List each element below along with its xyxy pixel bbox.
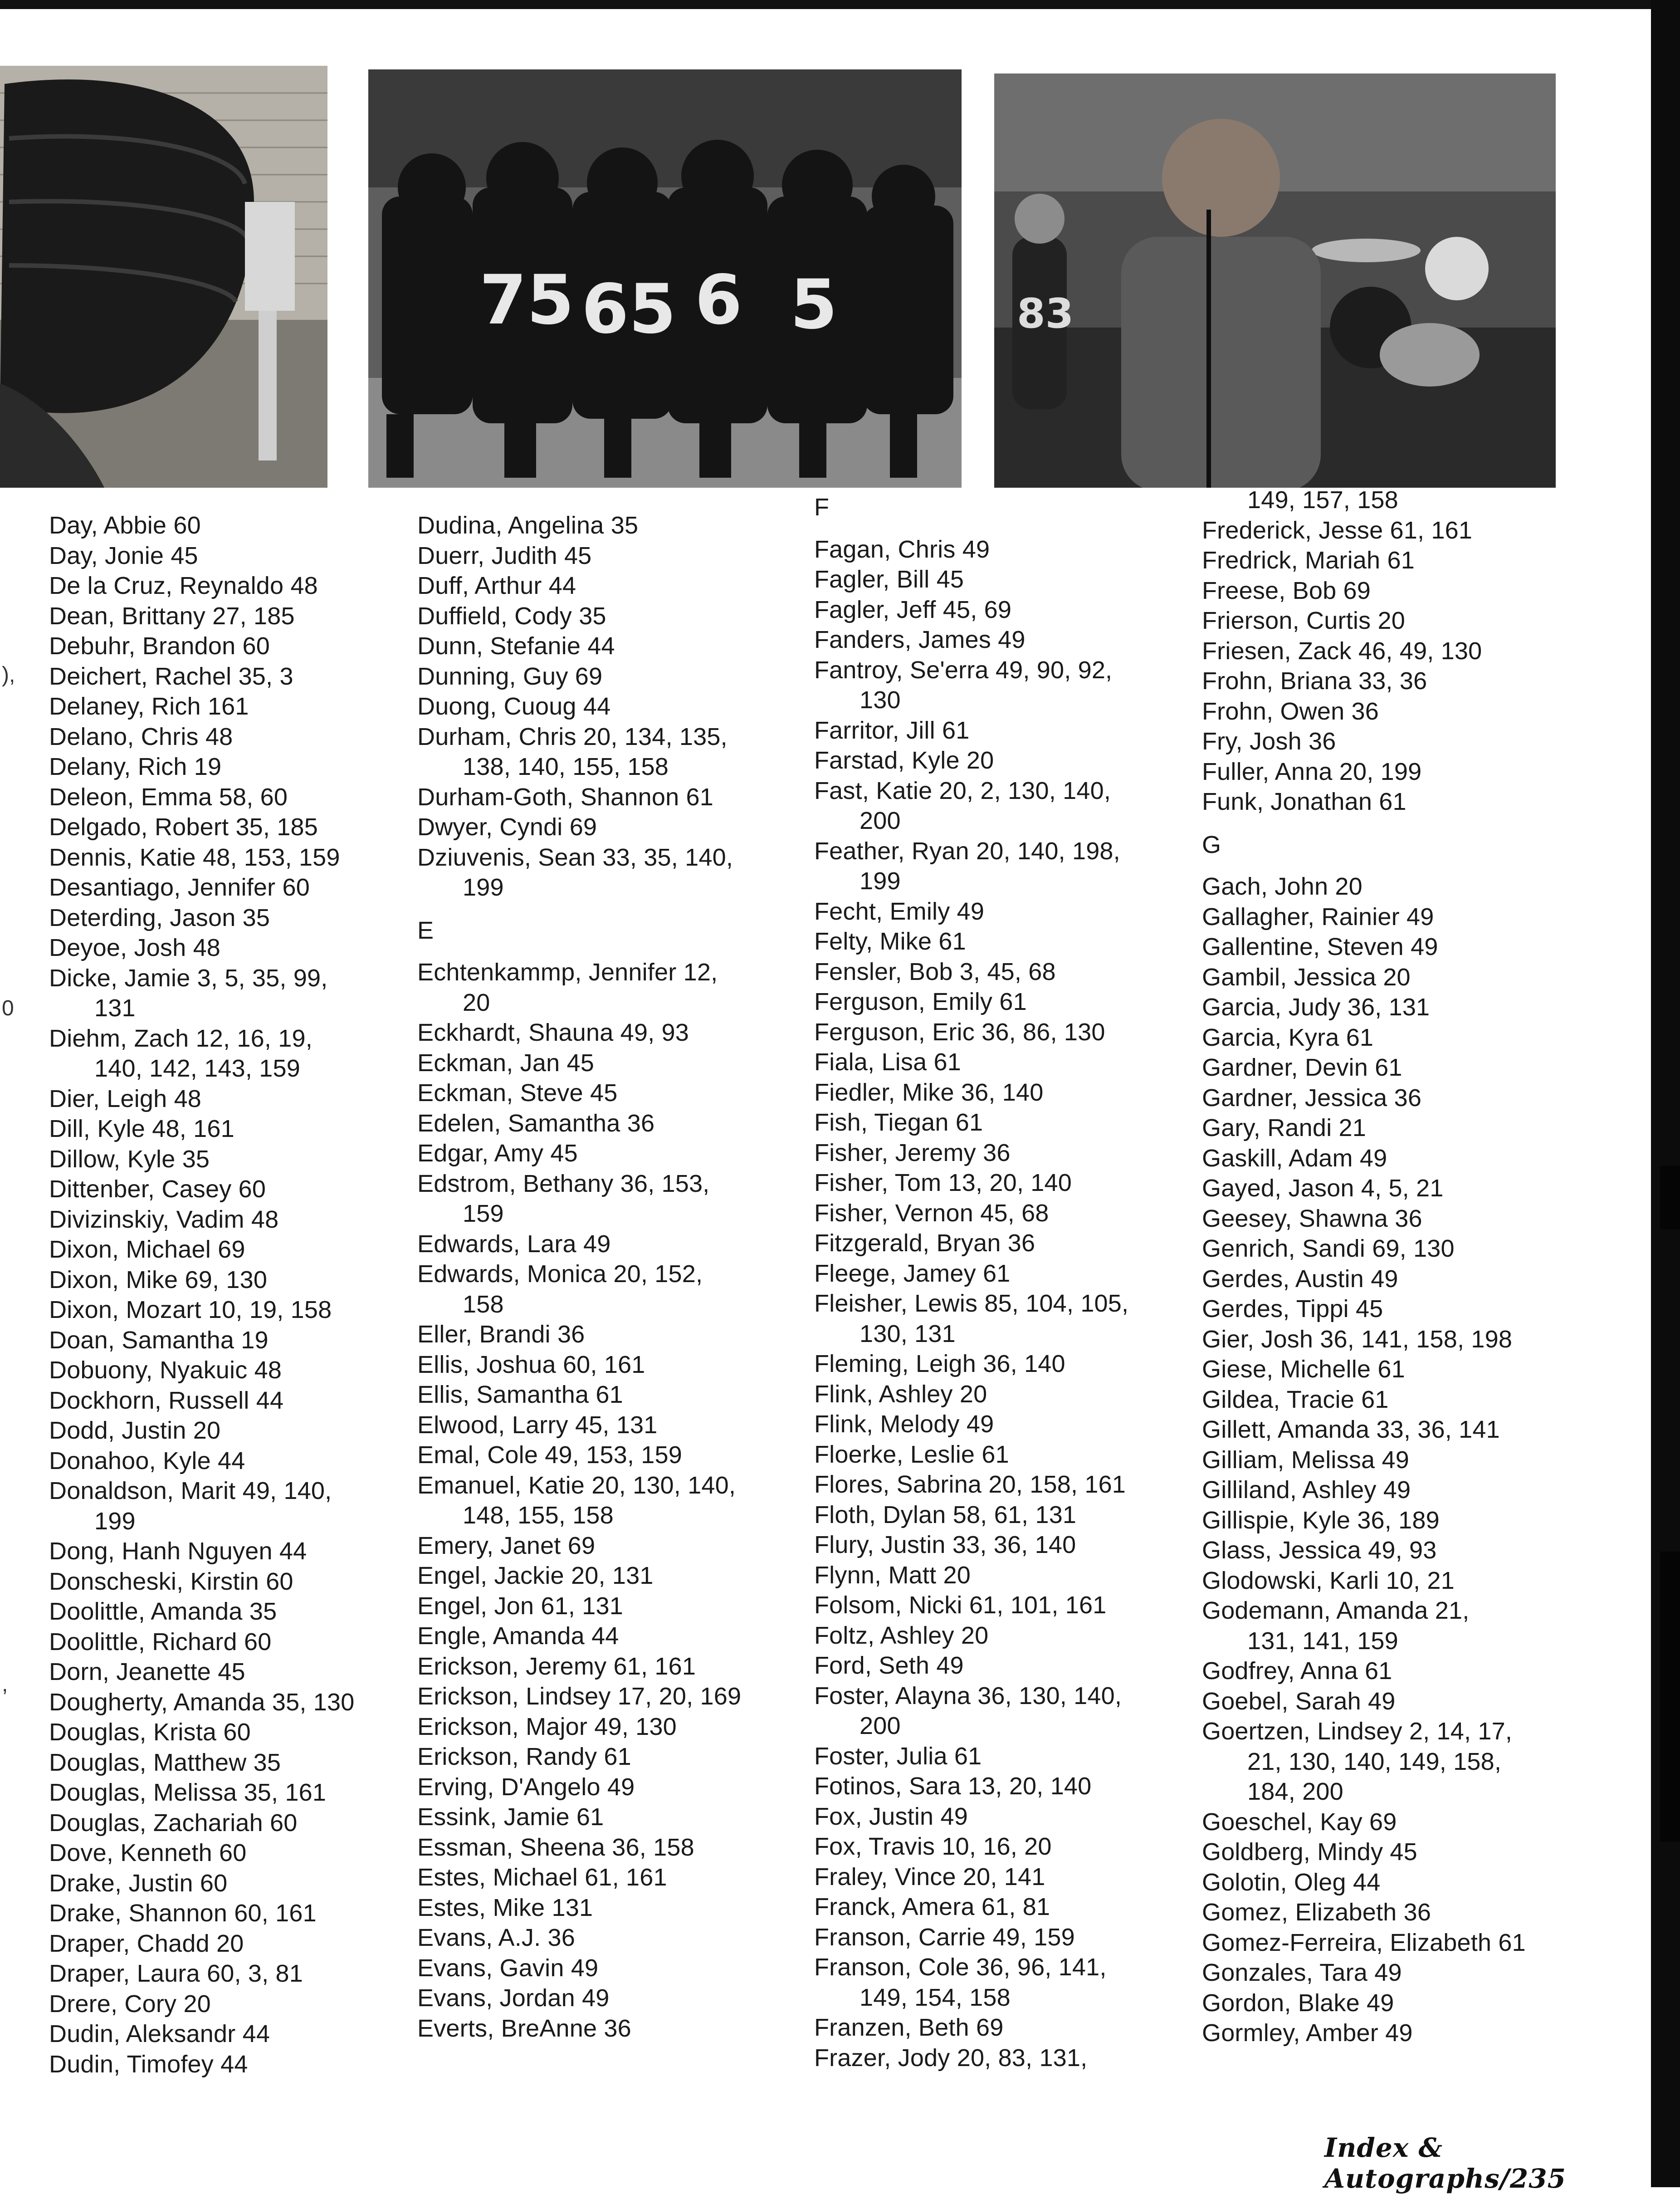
index-entry: Doolittle, Amanda 35 bbox=[49, 1598, 277, 1625]
index-entry: Echtenkammp, Jennifer 12, bbox=[417, 959, 718, 986]
index-entry: Erickson, Lindsey 17, 20, 169 bbox=[417, 1683, 742, 1710]
index-entry: Eckman, Jan 45 bbox=[417, 1049, 595, 1077]
index-entry: Fredrick, Mariah 61 bbox=[1202, 547, 1415, 574]
index-entry: Ferguson, Eric 36, 86, 130 bbox=[814, 1018, 1105, 1046]
index-column-2 bbox=[417, 510, 789, 2043]
index-entry: Gomez-Ferreira, Elizabeth 61 bbox=[1202, 1929, 1526, 1956]
index-entry: Emanuel, Katie 20, 130, 140, bbox=[417, 1471, 736, 1499]
index-entry: Delgado, Robert 35, 185 bbox=[49, 813, 318, 841]
index-entry: Dorn, Jeanette 45 bbox=[49, 1658, 245, 1685]
index-entry: Doan, Samantha 19 bbox=[49, 1326, 269, 1354]
index-entry-continuation: 130 bbox=[860, 686, 901, 714]
index-entry: Dicke, Jamie 3, 5, 35, 99, bbox=[49, 964, 328, 992]
index-entry-continuation: 200 bbox=[860, 807, 901, 834]
index-entry: Goldberg, Mindy 45 bbox=[1202, 1838, 1417, 1866]
index-entry: Dong, Hanh Nguyen 44 bbox=[49, 1538, 307, 1565]
index-entry: Giese, Michelle 61 bbox=[1202, 1356, 1405, 1383]
index-entry: Gillispie, Kyle 36, 189 bbox=[1202, 1506, 1440, 1534]
index-entry: Doolittle, Richard 60 bbox=[49, 1628, 272, 1655]
index-entry: Dunning, Guy 69 bbox=[417, 662, 603, 690]
index-entry: Erickson, Major 49, 130 bbox=[417, 1713, 677, 1740]
index-entry: Dixon, Michael 69 bbox=[49, 1236, 245, 1263]
index-entry: Dudin, Aleksandr 44 bbox=[49, 2020, 270, 2047]
index-entry-continuation: 131, 141, 159 bbox=[1247, 1627, 1398, 1655]
index-entry: Flink, Ashley 20 bbox=[814, 1380, 987, 1408]
index-entry: Gary, Randi 21 bbox=[1202, 1114, 1366, 1141]
index-entry: Douglas, Melissa 35, 161 bbox=[49, 1779, 327, 1806]
index-entry-continuation: 199 bbox=[860, 867, 901, 895]
index-entry: Godemann, Amanda 21, bbox=[1202, 1597, 1470, 1624]
index-entry: Estes, Michael 61, 161 bbox=[417, 1864, 667, 1891]
index-entry: Dillow, Kyle 35 bbox=[49, 1145, 210, 1173]
index-entry-continuation: 159 bbox=[463, 1200, 504, 1227]
index-entry: Day, Jonie 45 bbox=[49, 542, 198, 569]
margin-mark: ), bbox=[2, 663, 15, 687]
index-entry: Duffield, Cody 35 bbox=[417, 602, 606, 630]
tire-carry-photo bbox=[0, 66, 327, 488]
index-entry: Fagan, Chris 49 bbox=[814, 535, 990, 563]
index-entry: Dudina, Angelina 35 bbox=[417, 512, 639, 539]
index-entry: Glodowski, Karli 10, 21 bbox=[1202, 1567, 1455, 1594]
right-page-edge bbox=[1651, 0, 1680, 2187]
index-entry: Freese, Bob 69 bbox=[1202, 577, 1371, 604]
index-entry: Fuller, Anna 20, 199 bbox=[1202, 758, 1422, 785]
index-entry: Foster, Julia 61 bbox=[814, 1742, 982, 1770]
index-entry: Farritor, Jill 61 bbox=[814, 716, 970, 744]
jersey-number: 83 bbox=[1017, 290, 1074, 338]
index-entry: Franson, Cole 36, 96, 141, bbox=[814, 1954, 1107, 1981]
index-entry-continuation: 199 bbox=[94, 1507, 136, 1535]
index-entry: Eckman, Steve 45 bbox=[417, 1079, 618, 1107]
index-entry: Ellis, Joshua 60, 161 bbox=[417, 1351, 645, 1378]
index-entry: Dockhorn, Russell 44 bbox=[49, 1386, 284, 1414]
index-column-3 bbox=[814, 494, 1186, 2073]
index-entry: Golotin, Oleg 44 bbox=[1202, 1868, 1381, 1896]
index-entry: Debuhr, Brandon 60 bbox=[49, 632, 270, 660]
band-performance-photo bbox=[994, 73, 1556, 488]
index-entry: Drake, Shannon 60, 161 bbox=[49, 1900, 317, 1927]
section-letter: E bbox=[417, 916, 434, 944]
index-entry: Frierson, Curtis 20 bbox=[1202, 607, 1405, 634]
index-entry: Gier, Josh 36, 141, 158, 198 bbox=[1202, 1325, 1513, 1353]
index-entry: Drake, Justin 60 bbox=[49, 1869, 228, 1897]
page-footer: Index & Autographs/235 bbox=[1324, 2132, 1566, 2194]
index-entry: Gordon, Blake 49 bbox=[1202, 1989, 1394, 2017]
index-entry-continuation: 20 bbox=[463, 989, 490, 1016]
index-entry: Flink, Melody 49 bbox=[814, 1410, 994, 1438]
index-entry: Glass, Jessica 49, 93 bbox=[1202, 1537, 1437, 1564]
index-entry: Genrich, Sandi 69, 130 bbox=[1202, 1235, 1455, 1262]
index-entry: Fisher, Tom 13, 20, 140 bbox=[814, 1169, 1072, 1196]
index-entry: De la Cruz, Reynaldo 48 bbox=[49, 572, 318, 599]
index-entry: Fantroy, Se'erra 49, 90, 92, bbox=[814, 656, 1113, 684]
index-entry-continuation: 200 bbox=[860, 1712, 901, 1739]
index-entry: Fiala, Lisa 61 bbox=[814, 1048, 961, 1076]
index-entry-continuation: 148, 155, 158 bbox=[463, 1502, 614, 1529]
index-entry: Fleege, Jamey 61 bbox=[814, 1259, 1011, 1287]
top-border bbox=[0, 0, 1680, 9]
index-entry: Gerdes, Tippi 45 bbox=[1202, 1295, 1383, 1322]
index-entry: Draper, Chadd 20 bbox=[49, 1930, 244, 1957]
section-letter: G bbox=[1202, 831, 1221, 858]
index-entry: Geesey, Shawna 36 bbox=[1202, 1205, 1422, 1232]
index-entry: Gilliam, Melissa 49 bbox=[1202, 1446, 1409, 1474]
index-entry: Folsom, Nicki 61, 101, 161 bbox=[814, 1592, 1107, 1619]
index-entry: Erving, D'Angelo 49 bbox=[417, 1773, 635, 1801]
index-entry: Day, Abbie 60 bbox=[49, 512, 201, 539]
index-entry: Dodd, Justin 20 bbox=[49, 1417, 221, 1444]
index-entry: Gilliland, Ashley 49 bbox=[1202, 1476, 1411, 1503]
index-entry: Deichert, Rachel 35, 3 bbox=[49, 662, 293, 690]
index-entry: Dougherty, Amanda 35, 130 bbox=[49, 1688, 355, 1716]
index-entry: Gonzales, Tara 49 bbox=[1202, 1959, 1402, 1986]
index-entry: Evans, Jordan 49 bbox=[417, 1984, 610, 2012]
index-entry: Gormley, Amber 49 bbox=[1202, 2019, 1413, 2047]
index-entry-continuation: 140, 142, 143, 159 bbox=[94, 1055, 301, 1082]
section-letter: F bbox=[814, 494, 829, 521]
index-entry: Ellis, Samantha 61 bbox=[417, 1381, 623, 1408]
jersey-number: 5 bbox=[790, 265, 838, 344]
index-entry: Gaskill, Adam 49 bbox=[1202, 1144, 1387, 1172]
index-entry: Fiedler, Mike 36, 140 bbox=[814, 1078, 1044, 1106]
index-entry: Fagler, Jeff 45, 69 bbox=[814, 596, 1012, 623]
index-entry: Fecht, Emily 49 bbox=[814, 897, 985, 925]
index-entry: Fisher, Vernon 45, 68 bbox=[814, 1199, 1049, 1227]
index-entry: Frohn, Owen 36 bbox=[1202, 697, 1379, 725]
index-entry: Emal, Cole 49, 153, 159 bbox=[417, 1441, 682, 1469]
index-entry: Garcia, Kyra 61 bbox=[1202, 1024, 1374, 1051]
index-entry: Duong, Cuoug 44 bbox=[417, 693, 611, 720]
index-entry: Ferguson, Emily 61 bbox=[814, 988, 1027, 1015]
index-entry: Frazer, Jody 20, 83, 131, bbox=[814, 2044, 1088, 2072]
index-entry: Foster, Alayna 36, 130, 140, bbox=[814, 1682, 1122, 1709]
index-entry: Fotinos, Sara 13, 20, 140 bbox=[814, 1773, 1092, 1800]
index-entry: Felty, Mike 61 bbox=[814, 928, 966, 955]
index-entry: Dill, Kyle 48, 161 bbox=[49, 1115, 234, 1142]
index-entry-continuation: 131 bbox=[94, 994, 136, 1022]
index-entry: Gallentine, Steven 49 bbox=[1202, 933, 1438, 960]
index-entry-continuation: 138, 140, 155, 158 bbox=[463, 753, 669, 780]
index-entry-continuation: 158 bbox=[463, 1290, 504, 1318]
index-entry: Fleisher, Lewis 85, 104, 105, bbox=[814, 1290, 1129, 1317]
index-entry: Engle, Amanda 44 bbox=[417, 1622, 619, 1650]
index-entry: Edstrom, Bethany 36, 153, bbox=[417, 1170, 710, 1197]
index-entry: Delano, Chris 48 bbox=[49, 723, 233, 750]
index-entry: Deterding, Jason 35 bbox=[49, 904, 270, 931]
index-entry: Dennis, Katie 48, 153, 159 bbox=[49, 843, 340, 871]
index-entry: Dziuvenis, Sean 33, 35, 140, bbox=[417, 843, 733, 871]
index-entry: Drere, Cory 20 bbox=[49, 1990, 211, 2018]
index-entry: Fleming, Leigh 36, 140 bbox=[814, 1350, 1065, 1377]
index-entry: Garcia, Judy 36, 131 bbox=[1202, 994, 1430, 1021]
index-entry: Gillett, Amanda 33, 36, 141 bbox=[1202, 1416, 1500, 1443]
index-entry: Desantiago, Jennifer 60 bbox=[49, 874, 310, 901]
index-entry: Gardner, Devin 61 bbox=[1202, 1054, 1402, 1081]
index-entry: Essman, Sheena 36, 158 bbox=[417, 1833, 694, 1861]
index-entry: Goertzen, Lindsey 2, 14, 17, bbox=[1202, 1718, 1513, 1745]
index-entry: Eckhardt, Shauna 49, 93 bbox=[417, 1019, 689, 1046]
index-entry: Fagler, Bill 45 bbox=[814, 566, 964, 593]
index-entry: Franck, Amera 61, 81 bbox=[814, 1893, 1050, 1920]
index-entry: Dittenber, Casey 60 bbox=[49, 1175, 266, 1203]
jersey-number: 65 bbox=[581, 270, 676, 349]
index-entry: Flores, Sabrina 20, 158, 161 bbox=[814, 1471, 1126, 1498]
index-entry: Gayed, Jason 4, 5, 21 bbox=[1202, 1175, 1444, 1202]
index-column-1 bbox=[49, 510, 421, 2079]
index-entry: Fensler, Bob 3, 45, 68 bbox=[814, 958, 1056, 985]
index-entry: Ford, Seth 49 bbox=[814, 1652, 964, 1679]
index-entry: Deyoe, Josh 48 bbox=[49, 934, 221, 961]
index-entry: Dixon, Mike 69, 130 bbox=[49, 1266, 268, 1293]
index-entry: Donaldson, Marit 49, 140, bbox=[49, 1477, 332, 1504]
index-entry: Evans, Gavin 49 bbox=[417, 1954, 599, 1982]
index-entry-continuation: 149, 157, 158 bbox=[1247, 486, 1398, 514]
index-entry: Funk, Jonathan 61 bbox=[1202, 788, 1407, 815]
index-entry: Dudin, Timofey 44 bbox=[49, 2050, 248, 2078]
index-entry: Durham, Chris 20, 134, 135, bbox=[417, 723, 728, 750]
index-entry: Dier, Leigh 48 bbox=[49, 1085, 202, 1112]
index-entry: Feather, Ryan 20, 140, 198, bbox=[814, 837, 1120, 865]
index-entry: Divizinskiy, Vadim 48 bbox=[49, 1205, 279, 1233]
index-entry: Evans, A.J. 36 bbox=[417, 1924, 575, 1951]
index-entry: Friesen, Zack 46, 49, 130 bbox=[1202, 637, 1482, 665]
index-entry: Franson, Carrie 49, 159 bbox=[814, 1923, 1075, 1951]
index-entry: Gomez, Elizabeth 36 bbox=[1202, 1899, 1431, 1926]
index-entry: Essink, Jamie 61 bbox=[417, 1803, 604, 1831]
index-entry: Floth, Dylan 58, 61, 131 bbox=[814, 1501, 1077, 1528]
index-entry: Dunn, Stefanie 44 bbox=[417, 632, 615, 660]
index-entry: Fanders, James 49 bbox=[814, 626, 1026, 653]
index-entry: Fry, Josh 36 bbox=[1202, 728, 1336, 755]
index-entry: Goebel, Sarah 49 bbox=[1202, 1687, 1396, 1715]
index-column-4 bbox=[1202, 486, 1574, 2048]
index-entry: Dixon, Mozart 10, 19, 158 bbox=[49, 1296, 332, 1323]
index-entry: Donahoo, Kyle 44 bbox=[49, 1447, 245, 1474]
index-entry: Draper, Laura 60, 3, 81 bbox=[49, 1960, 303, 1987]
index-entry: Fraley, Vince 20, 141 bbox=[814, 1863, 1045, 1890]
index-entry: Estes, Mike 131 bbox=[417, 1894, 593, 1921]
index-entry: Douglas, Matthew 35 bbox=[49, 1748, 281, 1776]
index-entry: Fox, Justin 49 bbox=[814, 1802, 968, 1830]
index-entry: Fox, Travis 10, 16, 20 bbox=[814, 1833, 1052, 1860]
index-entry: Dean, Brittany 27, 185 bbox=[49, 602, 295, 630]
index-entry: Donscheski, Kirstin 60 bbox=[49, 1567, 293, 1595]
index-entry: Farstad, Kyle 20 bbox=[814, 747, 994, 774]
index-entry: Edwards, Monica 20, 152, bbox=[417, 1260, 703, 1288]
index-entry: Delany, Rich 19 bbox=[49, 753, 222, 780]
index-entry: Gallagher, Rainier 49 bbox=[1202, 903, 1434, 930]
index-entry: Goeschel, Kay 69 bbox=[1202, 1808, 1397, 1836]
margin-mark: 0 bbox=[2, 996, 14, 1020]
index-entry: Gach, John 20 bbox=[1202, 873, 1363, 900]
index-entry: Douglas, Krista 60 bbox=[49, 1719, 251, 1746]
index-entry: Dobuony, Nyakuic 48 bbox=[49, 1357, 282, 1384]
index-entry: Dove, Kenneth 60 bbox=[49, 1839, 247, 1866]
index-entry: Fitzgerald, Bryan 36 bbox=[814, 1229, 1035, 1257]
index-entry: Duff, Arthur 44 bbox=[417, 572, 576, 599]
index-entry: Diehm, Zach 12, 16, 19, bbox=[49, 1024, 313, 1052]
index-entry: Fast, Katie 20, 2, 130, 140, bbox=[814, 777, 1111, 804]
index-entry: Edelen, Samantha 36 bbox=[417, 1109, 655, 1137]
index-entry: Gardner, Jessica 36 bbox=[1202, 1084, 1422, 1112]
index-entry: Everts, BreAnne 36 bbox=[417, 2014, 631, 2042]
index-entry: Engel, Jon 61, 131 bbox=[417, 1592, 623, 1620]
index-entry: Gambil, Jessica 20 bbox=[1202, 963, 1411, 991]
index-entry: Durham-Goth, Shannon 61 bbox=[417, 783, 713, 811]
index-entry: Frederick, Jesse 61, 161 bbox=[1202, 516, 1473, 544]
index-entry: Emery, Janet 69 bbox=[417, 1532, 596, 1559]
index-entry-continuation: 199 bbox=[463, 874, 504, 901]
index-entry: Douglas, Zachariah 60 bbox=[49, 1809, 298, 1836]
margin-mark: , bbox=[2, 1672, 8, 1696]
index-entry: Flynn, Matt 20 bbox=[814, 1561, 971, 1589]
index-entry-continuation: 149, 154, 158 bbox=[860, 1983, 1011, 2011]
index-entry: Edgar, Amy 45 bbox=[417, 1140, 578, 1167]
index-entry: Frohn, Briana 33, 36 bbox=[1202, 667, 1427, 695]
index-entry: Fish, Tiegan 61 bbox=[814, 1109, 983, 1136]
index-entry: Franzen, Beth 69 bbox=[814, 2014, 1004, 2041]
index-entry: Dwyer, Cyndi 69 bbox=[417, 813, 597, 841]
index-entry: Erickson, Jeremy 61, 161 bbox=[417, 1652, 696, 1680]
index-entry: Fisher, Jeremy 36 bbox=[814, 1139, 1011, 1166]
index-entry: Flury, Justin 33, 36, 140 bbox=[814, 1531, 1076, 1558]
index-entry: Eller, Brandi 36 bbox=[417, 1321, 585, 1348]
jersey-number: 75 bbox=[479, 261, 574, 340]
index-entry: Floerke, Leslie 61 bbox=[814, 1440, 1009, 1468]
index-entry: Engel, Jackie 20, 131 bbox=[417, 1562, 654, 1589]
football-team-photo bbox=[368, 69, 962, 488]
index-entry-continuation: 21, 130, 140, 149, 158, bbox=[1247, 1748, 1502, 1775]
index-entry: Gildea, Tracie 61 bbox=[1202, 1386, 1389, 1413]
index-entry: Deleon, Emma 58, 60 bbox=[49, 783, 288, 811]
index-entry: Duerr, Judith 45 bbox=[417, 542, 592, 569]
index-entry: Erickson, Randy 61 bbox=[417, 1743, 631, 1770]
index-entry-continuation: 184, 200 bbox=[1247, 1778, 1343, 1805]
index-entry: Elwood, Larry 45, 131 bbox=[417, 1411, 658, 1439]
index-entry-continuation: 130, 131 bbox=[860, 1320, 956, 1347]
jersey-number: 6 bbox=[695, 261, 742, 340]
index-entry: Foltz, Ashley 20 bbox=[814, 1621, 989, 1649]
index-entry: Gerdes, Austin 49 bbox=[1202, 1265, 1398, 1293]
index-entry: Edwards, Lara 49 bbox=[417, 1230, 611, 1258]
index-entry: Godfrey, Anna 61 bbox=[1202, 1657, 1392, 1685]
index-entry: Delaney, Rich 161 bbox=[49, 693, 249, 720]
